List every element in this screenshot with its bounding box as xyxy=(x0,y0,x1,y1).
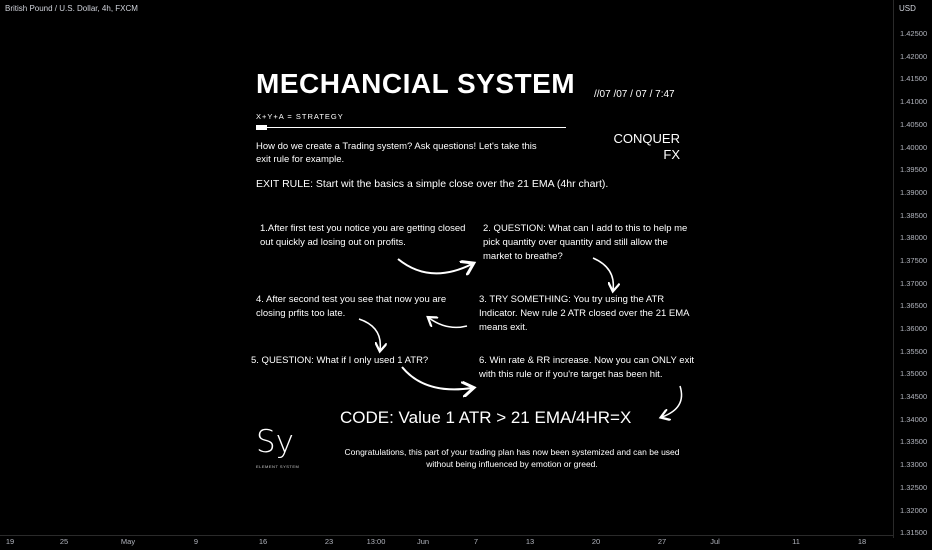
price-label: 1.38000 xyxy=(900,233,928,242)
brand-line-2: FX xyxy=(663,147,680,162)
brand-line-1: CONQUER xyxy=(613,131,680,146)
exit-rule-text: EXIT RULE: Start wit the basics a simple close over the 21 EMA (4hr chart). xyxy=(256,178,609,190)
time-label: 13 xyxy=(525,537,535,546)
strategy-formula: X+Y+A = STRATEGY xyxy=(256,112,344,121)
intro-text: How do we create a Trading system? Ask questions! Let's take this exit rule for example. xyxy=(256,141,537,165)
step-2-text: 2. QUESTION: What can I add to this to help me pick quantity over quantity and still allow the market to breathe? xyxy=(483,223,688,262)
price-label: 1.32500 xyxy=(900,483,928,492)
infographic-title: MECHANCIAL SYSTEM xyxy=(256,68,576,99)
time-label: May xyxy=(120,537,136,546)
congrats-text: Congratulations, this part of your trading plan has now been systemized and can be used without being influenced by emotion or greed. xyxy=(344,447,680,469)
chart-symbol-title: British Pound / U.S. Dollar, 4h, FXCM xyxy=(5,4,138,13)
step-3-text: 3. TRY SOMETHING: You try using the ATR Indicator. New rule 2 ATR closed over the 21 EMA means exit. xyxy=(479,294,689,333)
time-label: 19 xyxy=(5,537,15,546)
price-label: 1.34000 xyxy=(900,415,928,424)
price-label: 1.42000 xyxy=(900,52,928,61)
price-label: 1.33000 xyxy=(900,460,928,469)
time-label: 23 xyxy=(324,537,334,546)
arrow-6-to-code-icon xyxy=(662,386,682,417)
brand-logo-text xyxy=(604,131,680,163)
progress-fill xyxy=(256,125,267,130)
price-label: 1.39000 xyxy=(900,188,928,197)
system-logo: Sy xyxy=(256,424,295,460)
time-label: 18 xyxy=(857,537,867,546)
price-label: 1.37000 xyxy=(900,279,928,288)
time-label: 20 xyxy=(591,537,601,546)
time-label: Jun xyxy=(416,537,430,546)
step-5-text: 5. QUESTION: What if I only used 1 ATR? xyxy=(251,355,429,366)
price-label: 1.38500 xyxy=(900,211,928,220)
price-label: 1.36000 xyxy=(900,324,928,333)
time-label: 25 xyxy=(59,537,69,546)
price-label: 1.42500 xyxy=(900,29,928,38)
progress-track xyxy=(256,127,566,128)
code-rule-text: CODE: Value 1 ATR > 21 EMA/4HR=X xyxy=(340,408,632,427)
time-label: 9 xyxy=(193,537,199,546)
arrow-1-to-2-icon xyxy=(398,259,472,273)
price-label: 1.34500 xyxy=(900,392,928,401)
infographic-date: //07 /07 / 07 / 7:47 xyxy=(594,89,675,100)
price-label: 1.41000 xyxy=(900,97,928,106)
price-label: 1.41500 xyxy=(900,74,928,83)
step-6-text: 6. Win rate & RR increase. Now you can ONLY exit with this rule or if you're target has been hit. xyxy=(479,355,695,380)
price-label: 1.31500 xyxy=(900,528,928,537)
time-label: 7 xyxy=(473,537,479,546)
price-label: 1.40000 xyxy=(900,143,928,152)
arrow-5-to-6-icon xyxy=(402,367,472,389)
system-logo-subtitle: ELEMENT SYSTEM xyxy=(256,464,300,469)
time-label: Jul xyxy=(710,537,720,546)
price-label: 1.40500 xyxy=(900,120,928,129)
price-label: 1.37500 xyxy=(900,256,928,265)
price-label: 1.35000 xyxy=(900,369,928,378)
time-label: 11 xyxy=(792,537,800,546)
time-label: 16 xyxy=(258,537,268,546)
arrow-4-to-5-icon xyxy=(359,319,380,350)
currency-label[interactable]: USD xyxy=(899,4,916,13)
price-label: 1.32000 xyxy=(900,506,928,515)
time-label: 13:00 xyxy=(366,537,386,546)
time-label: 27 xyxy=(657,537,667,546)
step-4-text: 4. After second test you see that now you are closing prfits too late. xyxy=(256,294,447,319)
price-label: 1.35500 xyxy=(900,347,928,356)
price-label: 1.39500 xyxy=(900,165,928,174)
price-label: 1.33500 xyxy=(900,437,928,446)
price-label: 1.36500 xyxy=(900,301,928,310)
step-1-text: 1.After first test you notice you are getting closed out quickly ad losing out on profits. xyxy=(260,223,466,248)
